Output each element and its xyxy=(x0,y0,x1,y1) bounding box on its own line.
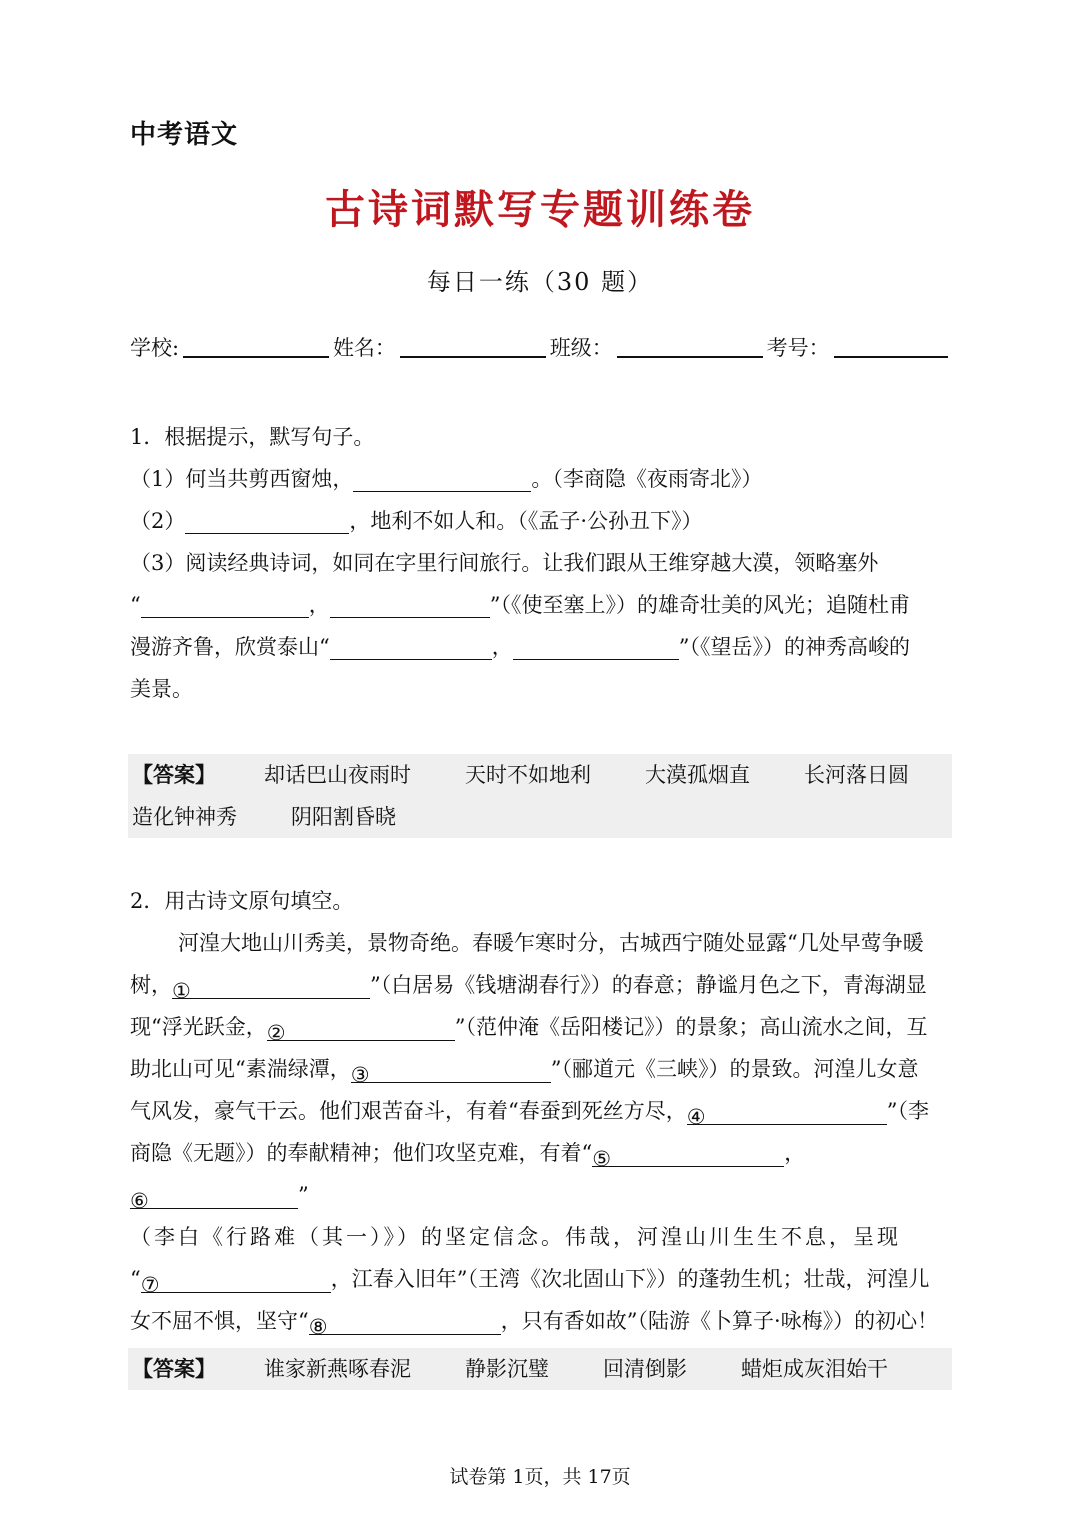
question-line: （3）阅读经典诗词，如同在字里行间旅行。让我们跟从王维穿越大漠，领略塞外 xyxy=(130,551,879,575)
numbered-blank[interactable]: ⑥ xyxy=(130,1180,298,1209)
answer-box-2 xyxy=(128,1348,952,1390)
answer-blank[interactable] xyxy=(353,465,531,492)
passage-line: 树，① ”（白居易《钱塘湖春行》）的春意；静谧月色之下，青海湖显 xyxy=(130,964,952,1006)
numbered-blank[interactable]: ① xyxy=(172,970,370,999)
answer-item: 长河落日圆 xyxy=(804,763,909,787)
question-line: （1）何当共剪西窗烛， 。（李商隐《夜雨寄北》） xyxy=(130,467,763,491)
numbered-blank[interactable]: ③ xyxy=(351,1054,551,1083)
passage-line: （李白《行路难（其一）》）的坚定信念。伟哉，河湟山川生生不息，呈现 xyxy=(130,1225,901,1249)
name-blank[interactable] xyxy=(400,334,546,358)
answer-item: 回清倒影 xyxy=(603,1357,687,1381)
exam-number-label: 考号： xyxy=(766,336,830,360)
passage-line: 现“浮光跃金，② ”（范仲淹《岳阳楼记》）的景象；高山流水之间，互 xyxy=(130,1006,952,1048)
school-blank[interactable] xyxy=(183,334,329,358)
student-info-row xyxy=(130,330,952,362)
answer-item: 造化钟神秀 xyxy=(132,805,237,829)
question-line: 美景。 xyxy=(130,677,193,701)
answer-item: 天时不如地利 xyxy=(465,763,591,787)
numbered-blank[interactable]: ④ xyxy=(687,1096,887,1125)
name-label: 姓名： xyxy=(332,336,396,360)
answer-blank[interactable] xyxy=(185,507,349,534)
numbered-blank[interactable]: ② xyxy=(267,1012,455,1041)
question-stem: 2．用古诗文原句填空。 xyxy=(130,889,354,913)
numbered-blank[interactable]: ⑦ xyxy=(141,1264,331,1293)
question-line: 漫游齐鲁，欣赏泰山“ ， ”（《望岳》）的神秀高峻的 xyxy=(130,635,910,659)
numbered-blank[interactable]: ⑤ xyxy=(592,1138,784,1167)
answer-blank[interactable] xyxy=(141,591,309,618)
page-subtitle: 每日一练（30 题） xyxy=(426,268,654,296)
school-label: 学校: xyxy=(130,336,180,360)
answer-box-1 xyxy=(128,754,952,838)
question-stem: 1．根据提示，默写句子。 xyxy=(130,425,375,449)
passage-line: 商隐《无题》）的奉献精神；他们攻坚克难，有着“⑤ ，⑥ ” xyxy=(130,1132,952,1216)
answer-item: 静影沉璧 xyxy=(465,1357,549,1381)
passage-line: 河湟大地山川秀美，景物奇绝。春暖乍寒时分，古城西宁随处显露“几处早莺争暖 xyxy=(178,931,924,955)
answer-blank[interactable] xyxy=(330,633,492,660)
passage-line: 女不屈不惧，坚守“⑧ ，只有香如故”（陆游《卜算子·咏梅》）的初心！ xyxy=(130,1300,952,1342)
answer-item: 却话巴山夜雨时 xyxy=(264,763,411,787)
exam-number-blank[interactable] xyxy=(834,334,948,358)
answer-blank[interactable] xyxy=(330,591,490,618)
page-footer: 试卷第 1页，共 17页 xyxy=(449,1466,631,1488)
passage-line: 气风发，豪气干云。他们艰苦奋斗，有着“春蚕到死丝方尽，④ ”（李 xyxy=(130,1090,952,1132)
subject-label: 中考语文 xyxy=(130,120,239,150)
class-label: 班级： xyxy=(549,336,613,360)
answer-item: 谁家新燕啄春泥 xyxy=(264,1357,411,1381)
answer-item: 蜡炬成灰泪始干 xyxy=(741,1357,888,1381)
question-2 xyxy=(130,880,952,1342)
numbered-blank[interactable]: ⑧ xyxy=(309,1306,501,1335)
page-title: 古诗词默写专题训练卷 xyxy=(325,186,755,233)
passage-line: 助北山可见“素湍绿潭，③ ”（郦道元《三峡》）的景致。河湟儿女意 xyxy=(130,1048,952,1090)
question-1 xyxy=(130,416,952,710)
answer-item: 大漠孤烟直 xyxy=(645,763,750,787)
question-line: “ ， ”（《使至塞上》）的雄奇壮美的风光；追随杜甫 xyxy=(130,593,910,617)
answer-blank[interactable] xyxy=(513,633,679,660)
answer-tag: 【答案】 xyxy=(132,1356,216,1381)
answer-item: 阴阳割昏晓 xyxy=(291,805,396,829)
passage-line: “⑦ ，江春入旧年”（王湾《次北固山下》）的蓬勃生机；壮哉，河湟儿 xyxy=(130,1258,952,1300)
class-blank[interactable] xyxy=(617,334,763,358)
question-line: （2） ，地利不如人和。（《孟子·公孙丑下》） xyxy=(130,509,703,533)
answer-tag: 【答案】 xyxy=(132,762,216,787)
